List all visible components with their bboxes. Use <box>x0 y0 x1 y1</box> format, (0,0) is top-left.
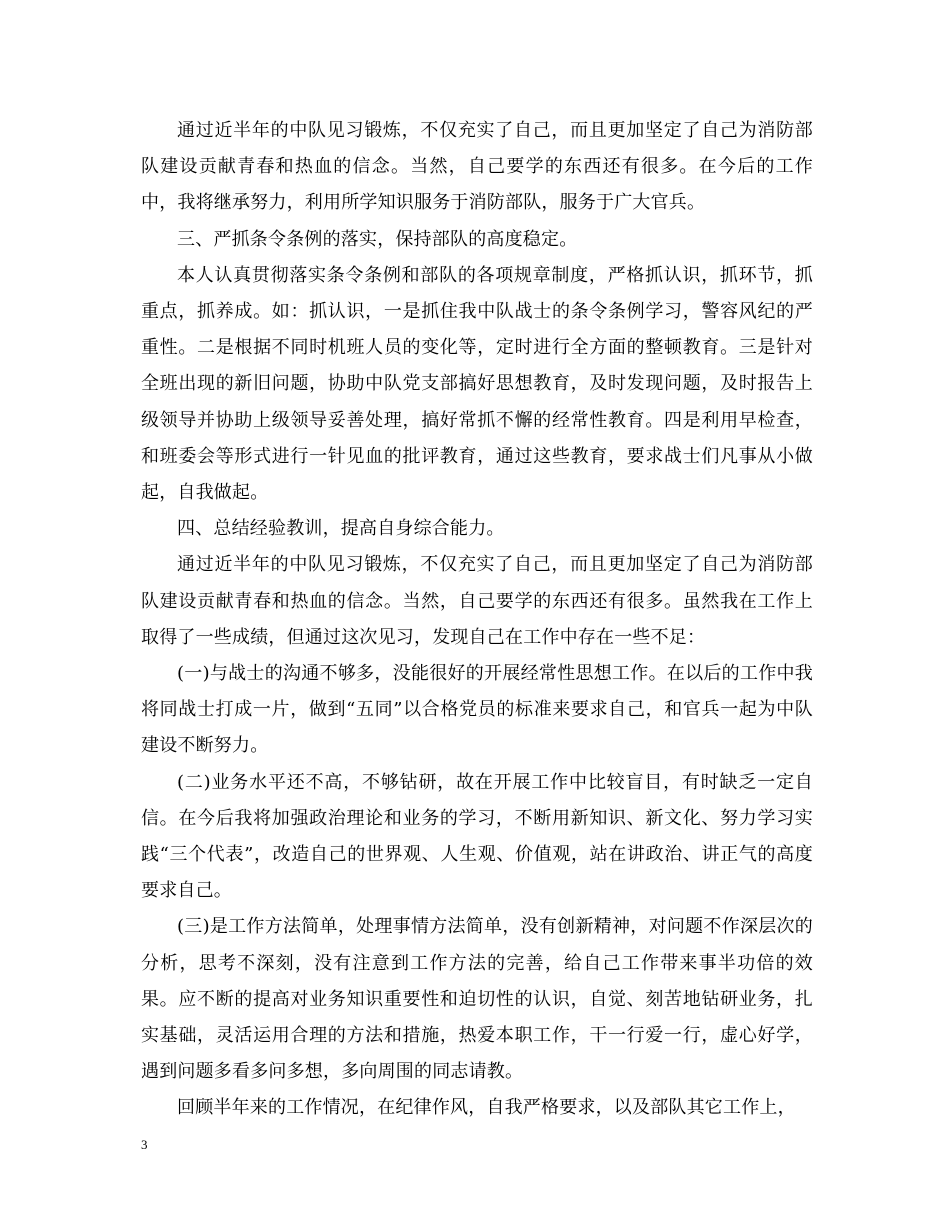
paragraph: 回顾半年来的工作情况，在纪律作风，自我严格要求，以及部队其它工作上， <box>177 1097 796 1119</box>
list-item: (二)业务水平还不高，不够钻研，故在开展工作中比较盲目，有时缺乏一定自信。在今后我将加强政治理论和业务的学习，不断用新知识、新文化、努力学习实践“三个代表”，改造自己的世界观、人生观、价值观，站在讲政治、讲正气的高度要求自己。 <box>141 771 813 902</box>
section-heading: 三、严抓条令条例的落实，保持部队的高度稳定。 <box>177 228 578 250</box>
section-heading: 四、总结经验教训，提高自身综合能力。 <box>177 518 505 540</box>
list-item: (三)是工作方法简单，处理事情方法简单，没有创新精神，对问题不作深层次的分析，思考不深刻，没有注意到工作方法的完善，给自己工作带来事半功倍的效果。应不断的提高对业务知识重要性和迫切性的认识，自觉、刻苦地钻研业务，扎实基础，灵活运用合理的方法和措施，热爱本职工作，干一行爱一行，虚心好学，遇到问题多看多问多想，多向周围的同志请教。 <box>141 916 813 1083</box>
paragraph: 通过近半年的中队见习锻炼，不仅充实了自己，而且更加坚定了自己为消防部队建设贡献青春和热血的信念。当然，自己要学的东西还有很多。在今后的工作中，我将继承努力，利用所学知识服务于消防部队，服务于广大官兵。 <box>141 120 813 214</box>
paragraph: 通过近半年的中队见习锻炼，不仅充实了自己，而且更加坚定了自己为消防部队建设贡献青春和热血的信念。当然，自己要学的东西还有很多。虽然我在工作上取得了一些成绩，但通过这次见习，发现自己在工作中存在一些不足： <box>141 554 813 648</box>
document-body <box>141 113 813 1127</box>
page-number: 3 <box>141 1137 148 1152</box>
paragraph: 本人认真贯彻落实条令条例和部队的各项规章制度，严格抓认识，抓环节，抓重点，抓养成。如：抓认识，一是抓住我中队战士的条令条例学习，警容风纪的严重性。二是根据不同时机班人员的变化等，定时进行全方面的整顿教育。三是针对全班出现的新旧问题，协助中队党支部搞好思想教育，及时发现问题，及时报告上级领导并协助上级领导妥善处理，搞好常抓不懈的经常性教育。四是利用早检查，和班委会等形式进行一针见血的批评教育，通过这些教育，要求战士们凡事从小做起，自我做起。 <box>141 264 813 504</box>
list-item: (一)与战士的沟通不够多，没能很好的开展经常性思想工作。在以后的工作中我将同战士打成一片，做到“五同”以合格党员的标准来要求自己，和官兵一起为中队建设不断努力。 <box>141 663 813 757</box>
